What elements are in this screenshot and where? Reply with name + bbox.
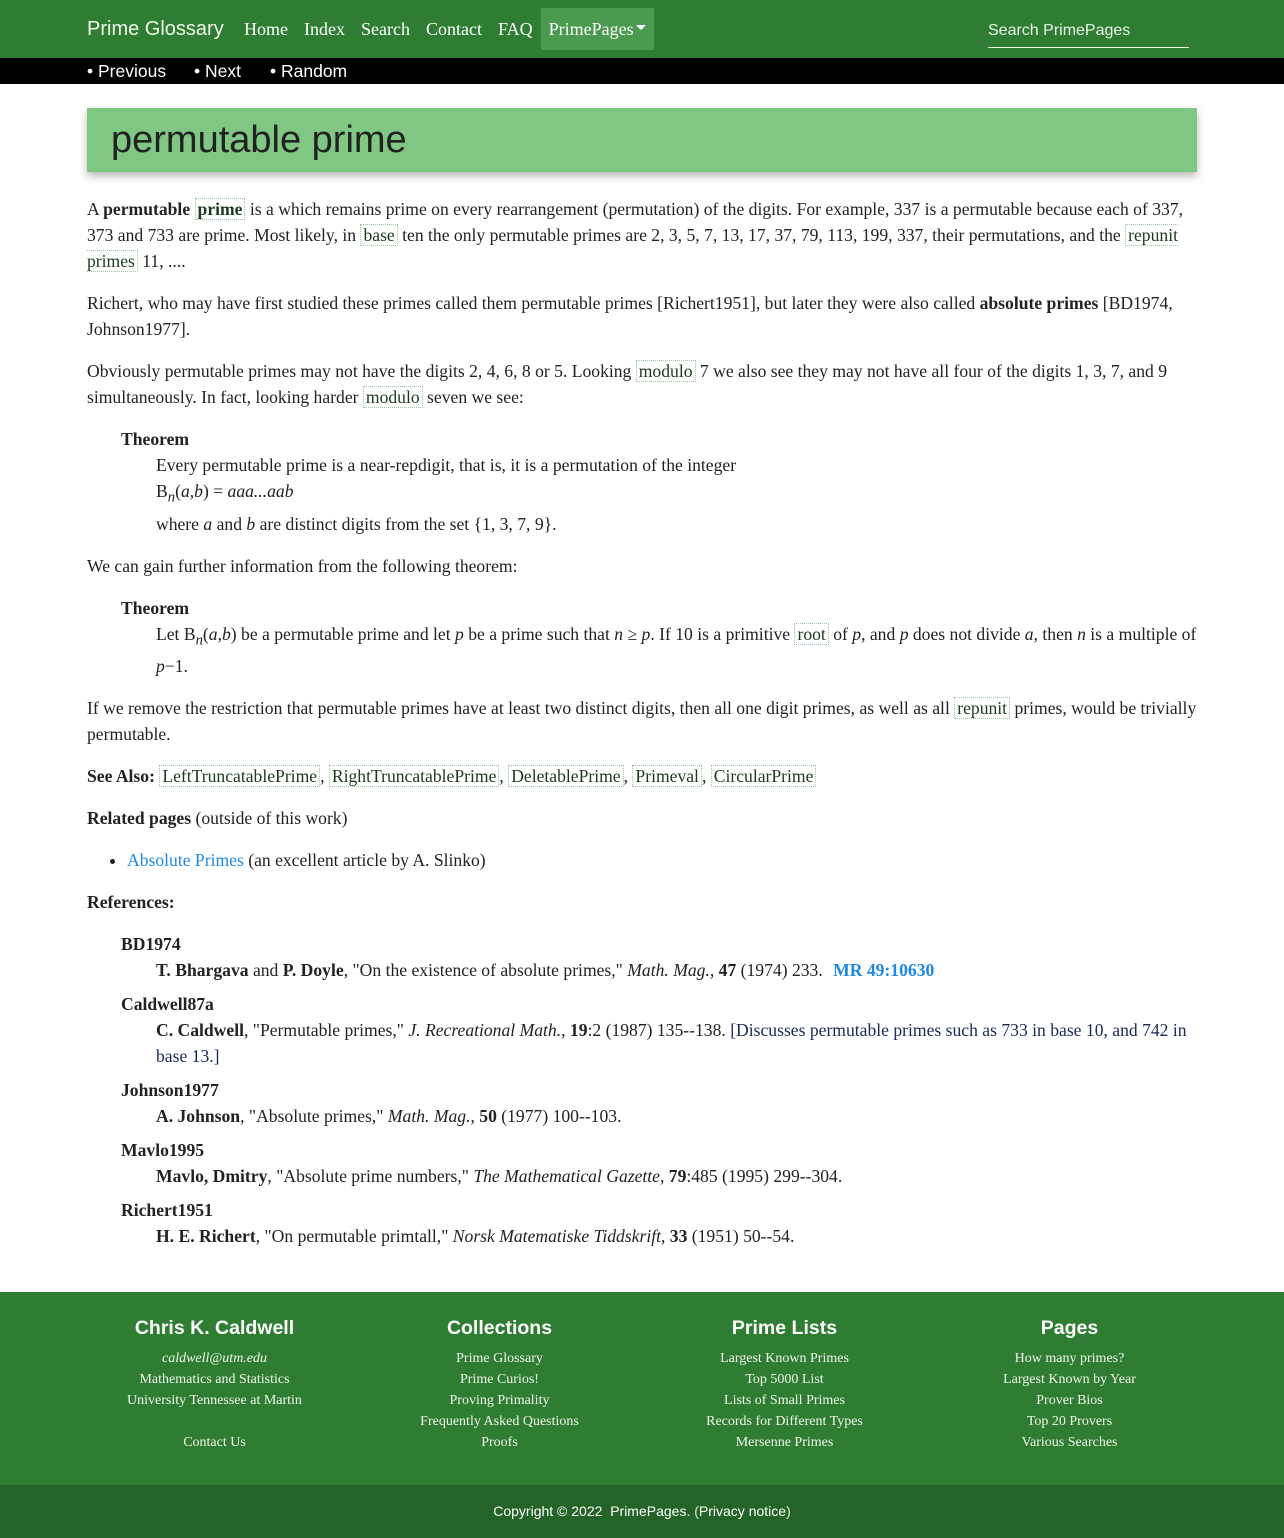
see-also-label: See Also: [87, 766, 155, 787]
var-a: a [203, 513, 213, 534]
paragraph-history [87, 290, 1197, 342]
text: [BD1974, Johnson1977]. [87, 293, 1173, 339]
text: 11, .... [137, 251, 186, 271]
text: , "On permutable primtall," [255, 1226, 453, 1247]
reference-key: Richert1951 [121, 1200, 213, 1221]
journal: J. Recreational Math. [408, 1020, 562, 1041]
reference-note: [Discusses permutable primes such as 733 in base 10, and 742 in base 13.] [156, 1020, 1187, 1067]
glossary-link-prime[interactable]: prime [195, 198, 246, 220]
theorem-title: Theorem [121, 429, 190, 449]
var: p [641, 623, 651, 644]
footer-link[interactable]: How many primes? [1014, 1351, 1125, 1366]
text: :2 (1987) 135--138. [587, 1020, 731, 1041]
text: , then [1033, 623, 1078, 644]
formula-n: n [167, 489, 176, 506]
author: P. Doyle [282, 960, 344, 981]
var: n [614, 623, 624, 644]
separator: , [499, 766, 509, 787]
text: primes, would be trivially permutable. [87, 698, 1197, 745]
related-list [127, 847, 1197, 873]
random-link[interactable]: • Random [270, 61, 348, 81]
theorem-body [156, 621, 1197, 680]
theorem-title: Theorem [121, 597, 190, 618]
copyright-bar [0, 1485, 1284, 1538]
volume: 19 [569, 1020, 588, 1041]
footer-link[interactable]: Mersenne Primes [735, 1435, 834, 1450]
var: b [221, 623, 231, 644]
related-pages-heading [87, 805, 1197, 831]
var: p [156, 656, 165, 677]
text: ( [202, 623, 209, 644]
text: is a multiple of [1085, 623, 1197, 644]
journal: Norsk Matematiske Tiddskrift [452, 1226, 661, 1247]
footer-link[interactable]: Records for Different Types [706, 1414, 863, 1429]
text: ten the only permutable primes are 2, 3, 5, 7, 13, 17, 37, 79, 113, 199, 337, their permutations, and the [397, 225, 1126, 245]
author: C. Caldwell [156, 1020, 244, 1041]
reference-key: BD1974 [121, 934, 181, 955]
contact-us-link[interactable]: Contact Us [183, 1435, 246, 1450]
text: , [660, 1226, 670, 1247]
text: . ( [686, 1503, 699, 1519]
var: n [195, 632, 203, 649]
formula-comma: , [189, 481, 195, 501]
volume: 47 [718, 960, 737, 981]
term-absolute-primes: absolute primes [979, 293, 1099, 313]
reference-body [156, 1103, 1197, 1129]
nav-menu [236, 8, 654, 50]
text: (an excellent article by A. Slinko) [243, 850, 486, 871]
text: ) be a permutable prime and let [230, 623, 455, 644]
text: Obviously permutable primes may not have the digits 2, 4, 6, 8 or 5. Looking [87, 361, 636, 381]
text: , [561, 1020, 570, 1041]
footer-text: Mathematics and Statistics [139, 1372, 290, 1387]
text: where [156, 513, 204, 534]
separator: , [701, 766, 711, 787]
paragraph-definition [87, 196, 1197, 274]
references-label: References: [87, 892, 175, 913]
dropdown-label: PrimePages [548, 19, 634, 39]
page-title-box [87, 108, 1197, 172]
sub-navbar [0, 58, 1284, 84]
footer [0, 1292, 1284, 1485]
author: T. Bhargava [156, 960, 249, 981]
footer-link[interactable]: Largest Known by Year [1003, 1372, 1136, 1387]
references-list [121, 931, 1197, 1249]
absolute-primes-link[interactable]: Absolute Primes [127, 850, 244, 871]
formula-a: a [180, 481, 190, 501]
glossary-link-repunit-primes[interactable]: repunit primes [87, 225, 1178, 271]
reference-mavlo1995 [121, 1137, 1197, 1189]
text: does not divide [908, 623, 1025, 644]
theorem-2 [121, 595, 1197, 680]
text: seven we see: [422, 387, 524, 407]
paragraph-repunit [87, 695, 1197, 747]
footer-link[interactable]: Lists of Small Primes [724, 1393, 845, 1408]
text: A [87, 199, 104, 219]
footer-heading: Prime Lists [731, 1317, 838, 1339]
text: ≥ [623, 623, 642, 644]
var: p [899, 623, 909, 644]
text: (1977) 100--103. [496, 1106, 622, 1127]
text: and [248, 960, 283, 981]
privacy-notice-link[interactable]: Privacy notice [698, 1503, 787, 1519]
footer-link[interactable]: Top 20 Provers [1026, 1414, 1113, 1429]
var: p [852, 623, 862, 644]
reference-caldwell87a [121, 991, 1197, 1069]
separator: , [320, 766, 329, 787]
reference-key: Johnson1977 [121, 1080, 219, 1101]
reference-johnson1977 [121, 1077, 1197, 1129]
text: is a which remains prime on every rearrangement (permutation) of the digits. For example, 337 is a permutable because each of 337, 373 and 733 are prime. Most likely, in [87, 199, 1184, 245]
text: Let B [156, 623, 196, 644]
theorem-text-2 [156, 511, 1197, 537]
formula-b: B [156, 481, 168, 501]
reference-body [156, 1163, 1197, 1189]
nav-index[interactable]: Index [304, 19, 345, 39]
glossary-link-root[interactable]: root [794, 623, 828, 645]
footer-heading: Chris K. Caldwell [134, 1317, 295, 1339]
text: :485 (1995) 299--304. [686, 1166, 843, 1187]
term-permutable: permutable [103, 199, 191, 219]
related-label: Related pages [87, 808, 192, 829]
footer-col-author [72, 1318, 357, 1453]
text: , and [861, 623, 900, 644]
top-navbar [0, 0, 1284, 58]
text: , "Absolute prime numbers," [267, 1166, 474, 1187]
volume: 50 [479, 1106, 497, 1127]
var: n [1077, 623, 1086, 644]
footer-link[interactable]: Proving Primality [449, 1393, 550, 1408]
formula-rhs: aaa...aab [227, 481, 294, 501]
var: a [208, 623, 218, 644]
text: of [828, 623, 853, 644]
text: Richert, who may have first studied these primes called them permutable primes [Richert1951], but later they were also called [87, 293, 980, 313]
email-link[interactable]: caldwell@utm.edu [161, 1351, 268, 1366]
paragraph-further: We can gain further information from the following theorem: [87, 555, 518, 576]
text: , [659, 1166, 669, 1187]
see-also [87, 763, 1197, 789]
theorem-1 [121, 426, 1197, 537]
text: be a prime such that [463, 623, 615, 644]
formula-bvar: b [194, 481, 203, 501]
footer-col-collections [357, 1318, 642, 1453]
footer-link[interactable]: Various Searches [1021, 1435, 1118, 1450]
text: (1974) 233. [736, 960, 828, 981]
brand-link[interactable]: Prime Glossary [87, 18, 224, 40]
text: and [212, 513, 247, 534]
see-also-link-circular[interactable]: CircularPrime [711, 765, 817, 787]
formula-equals: ) = [202, 481, 228, 501]
paragraph-digits [87, 358, 1197, 410]
see-also-link-right-truncatable[interactable]: RightTruncatablePrime [329, 765, 500, 787]
nav-search[interactable]: Search [360, 19, 410, 39]
references-heading [87, 889, 1197, 915]
formula [156, 478, 1197, 511]
reference-body [156, 1017, 1197, 1069]
footer-link[interactable]: Prime Glossary [456, 1351, 543, 1366]
caret-down-icon [636, 25, 646, 30]
list-item [127, 847, 1197, 873]
glossary-link-modulo-2[interactable]: modulo [363, 386, 423, 408]
text: , "Absolute primes," [240, 1106, 388, 1127]
nav-faq[interactable]: FAQ [497, 19, 533, 39]
footer-link[interactable]: Top 5000 List [745, 1372, 824, 1387]
footer-heading: Pages [1040, 1317, 1099, 1339]
text: (1951) 50--54. [687, 1226, 795, 1247]
theorem-body [156, 452, 1197, 537]
reference-body [156, 1223, 1197, 1249]
formula-paren: ( [175, 481, 181, 501]
page-title: permutable prime [111, 119, 407, 161]
var: a [1024, 623, 1034, 644]
reference-bd1974 [121, 931, 1197, 983]
text: are distinct digits from the set {1, 3, 7, 9}. [255, 513, 557, 534]
footer-link[interactable]: Prime Curios! [460, 1372, 539, 1387]
nav-primepages-dropdown[interactable] [541, 8, 654, 50]
author: H. E. Richert [156, 1226, 256, 1247]
author: A. Johnson [156, 1106, 241, 1127]
text: If we remove the restriction that permutable primes have at least two distinct digits, then all one digit primes, as well as all [87, 698, 955, 719]
var-b: b [246, 513, 256, 534]
footer-text: University Tennessee at Martin [127, 1393, 302, 1408]
nav-contact[interactable]: Contact [425, 19, 482, 39]
footer-link[interactable]: Proofs [481, 1435, 518, 1450]
reference-key: Caldwell87a [121, 994, 214, 1015]
previous-link[interactable]: • Previous [87, 61, 167, 81]
text: , "Permutable primes," [243, 1020, 409, 1041]
see-also-link-deletable[interactable]: DeletablePrime [508, 765, 623, 787]
journal: The Mathematical Gazette [473, 1166, 660, 1187]
author: Mavlo, Dmitry [156, 1166, 268, 1187]
text: , [217, 623, 222, 644]
search-input[interactable] [988, 14, 1189, 48]
footer-link[interactable]: Frequently Asked Questions [420, 1414, 579, 1429]
related-suffix: (outside of this work) [191, 808, 348, 829]
reference-richert1951 [121, 1197, 1197, 1249]
mr-review-link[interactable]: MR 49:10630 [833, 960, 935, 981]
footer-heading: Collections [446, 1317, 553, 1339]
reference-body [156, 957, 1197, 983]
text: . If 10 is a primitive [650, 623, 795, 644]
footer-col-prime-lists [642, 1318, 927, 1453]
footer-link[interactable]: Prover Bios [1036, 1393, 1103, 1408]
text: −1. [164, 656, 188, 677]
glossary-link-base[interactable]: base [360, 224, 397, 246]
text: ) [786, 1503, 791, 1519]
journal: Math. Mag. [387, 1106, 471, 1127]
volume: 33 [669, 1226, 688, 1247]
see-also-link-primeval[interactable]: Primeval [632, 765, 702, 787]
separator: , [623, 766, 633, 787]
main-content [87, 196, 1197, 1257]
primepages-link[interactable]: PrimePages [610, 1503, 687, 1519]
reference-key: Mavlo1995 [121, 1140, 205, 1161]
glossary-link-repunit[interactable]: repunit [954, 697, 1010, 719]
theorem-text [156, 621, 1197, 680]
footer-col-pages [927, 1318, 1212, 1453]
text: , [709, 960, 719, 981]
nav-home[interactable]: Home [244, 19, 288, 39]
volume: 79 [668, 1166, 687, 1187]
text: , [470, 1106, 480, 1127]
footer-spacer [72, 1411, 357, 1432]
var: p [455, 623, 464, 644]
journal: Math. Mag. [627, 960, 710, 981]
text: , "On the existence of absolute primes," [343, 960, 628, 981]
footer-link[interactable]: Largest Known Primes [720, 1351, 849, 1366]
next-link[interactable]: • Next [194, 61, 241, 81]
text: 7 we also see they may not have all four of the digits 1, 3, 7, and 9 simultaneously. In fact, looking harder [87, 361, 1168, 407]
theorem-text: Every permutable prime is a near-repdigit, that is, it is a permutation of the integer [156, 455, 737, 475]
copyright-text: Copyright © 2022 [493, 1503, 603, 1519]
glossary-link-modulo[interactable]: modulo [636, 360, 696, 382]
see-also-link-left-truncatable[interactable]: LeftTruncatablePrime [159, 765, 320, 787]
